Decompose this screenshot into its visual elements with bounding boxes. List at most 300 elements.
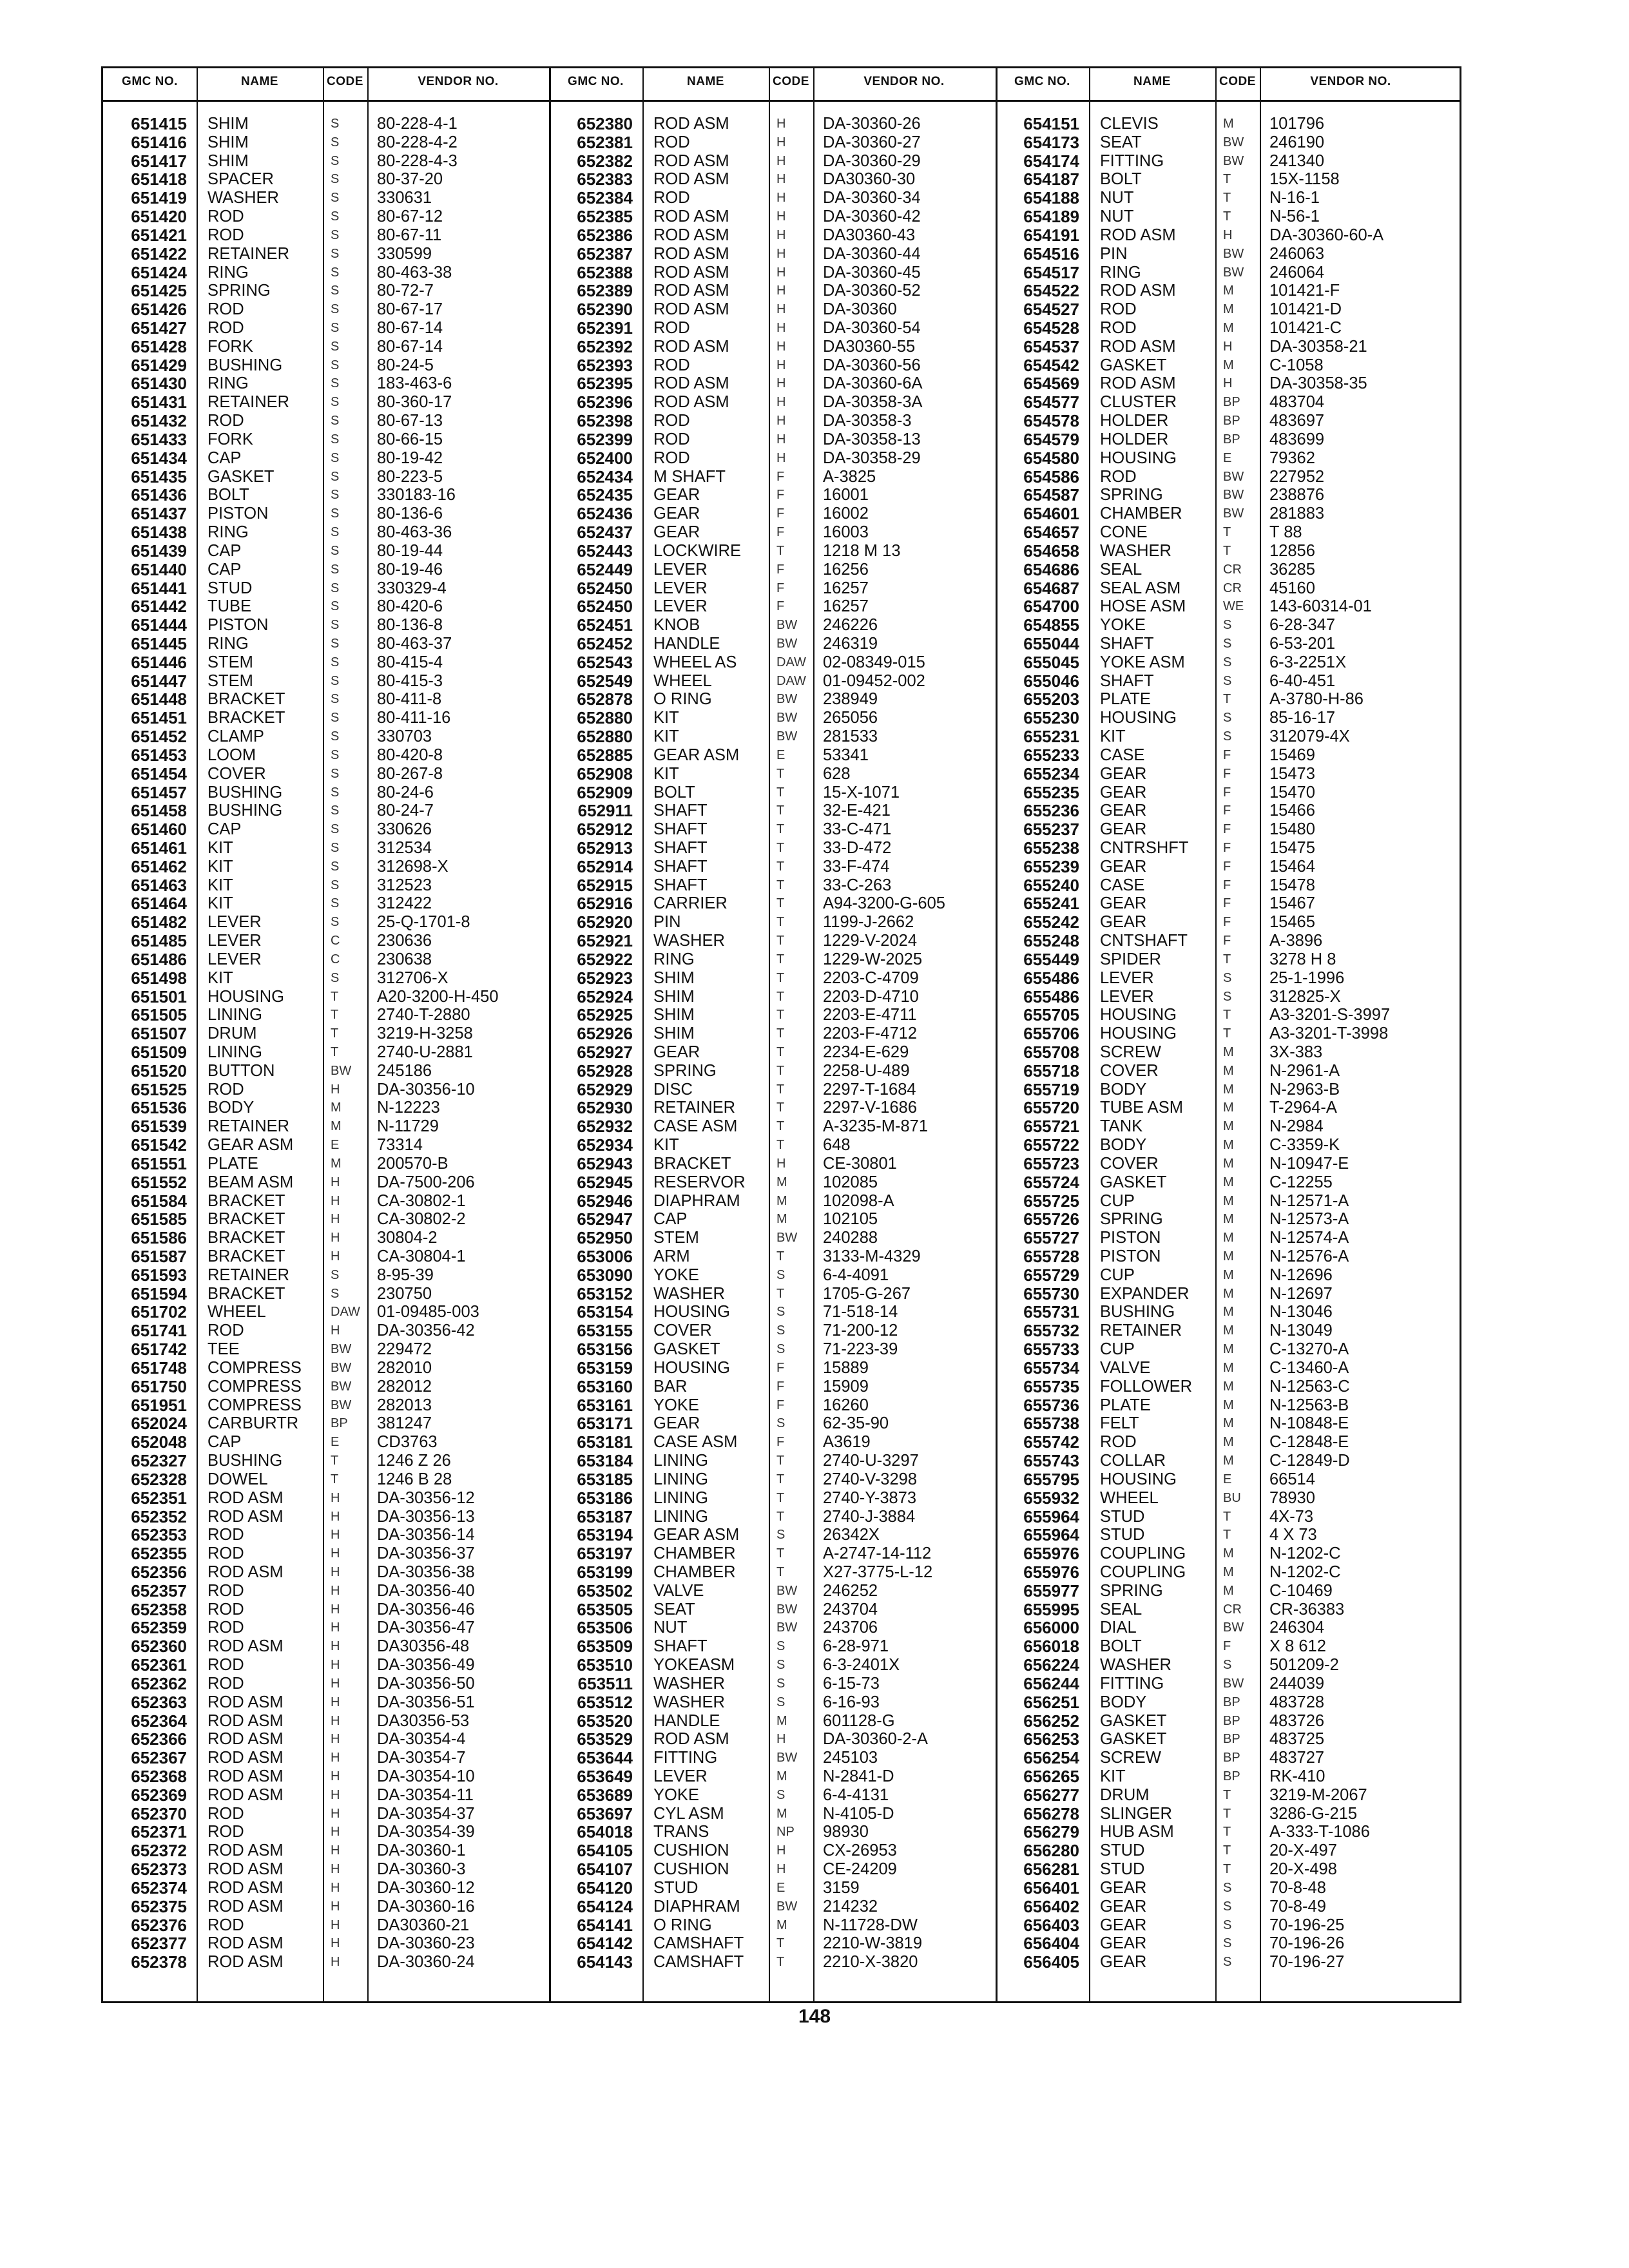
part-code: H — [331, 1825, 340, 1840]
part-code: H — [776, 227, 786, 242]
vendor-no: CA-30802-2 — [377, 1210, 466, 1229]
vendor-no: 648 — [823, 1136, 851, 1155]
vendor-no: 80-420-6 — [377, 597, 443, 616]
part-code: E — [776, 747, 786, 762]
gmc-no: 652377 — [131, 1934, 187, 1954]
table-row — [103, 1452, 549, 1470]
gmc-no: 656403 — [1023, 1916, 1079, 1935]
table-row — [996, 746, 1441, 765]
table-row — [103, 1619, 549, 1637]
part-code: S — [776, 1787, 786, 1802]
part-code: T — [776, 840, 785, 855]
part-code: F — [776, 599, 785, 614]
vendor-no: N-2841-D — [823, 1767, 894, 1785]
part-code: H — [331, 1899, 340, 1914]
table-row — [103, 561, 549, 579]
part-code: T — [776, 989, 785, 1004]
part-code: F — [776, 506, 785, 521]
part-name: LEVER — [653, 579, 708, 597]
part-code: BW — [776, 1620, 798, 1635]
gmc-no: 654516 — [1023, 244, 1079, 264]
part-code: S — [331, 1267, 340, 1282]
table-row — [549, 282, 995, 300]
vendor-no: 483725 — [1269, 1730, 1325, 1749]
part-code: M — [776, 1212, 787, 1227]
vendor-no: DA-30358-29 — [823, 448, 921, 467]
part-code: T — [776, 1100, 785, 1115]
table-row — [996, 245, 1441, 264]
gmc-no: 652450 — [577, 597, 633, 617]
part-name: PISTON — [1100, 1247, 1161, 1266]
table-row — [103, 579, 549, 598]
part-name: CUSHION — [653, 1841, 729, 1860]
part-code: CR — [1223, 1602, 1242, 1617]
part-code: S — [331, 339, 340, 354]
part-name: ROD ASM — [207, 1693, 284, 1711]
gmc-no: 651463 — [131, 876, 187, 895]
gmc-no: 656253 — [1023, 1730, 1079, 1749]
header-code: CODE — [773, 75, 809, 88]
vendor-no: 1218 M 13 — [823, 541, 901, 560]
vendor-no: DA-30358-13 — [823, 430, 921, 448]
table-row — [103, 523, 549, 542]
vendor-no: 98930 — [823, 1823, 869, 1841]
part-name: BRACKET — [207, 1284, 285, 1303]
part-name: ROD ASM — [207, 1767, 284, 1785]
table-row — [103, 1229, 549, 1247]
part-name: BOLT — [653, 783, 695, 802]
vendor-no: DA30360-43 — [823, 226, 916, 244]
gmc-no: 652885 — [577, 745, 633, 765]
part-code: H — [776, 432, 786, 447]
gmc-no: 651587 — [131, 1247, 187, 1267]
part-code: BP — [1223, 1732, 1240, 1747]
gmc-no: 655705 — [1023, 1006, 1079, 1025]
gmc-no: 652352 — [131, 1507, 187, 1526]
part-code: T — [1223, 952, 1231, 966]
table-row — [996, 1136, 1441, 1155]
gmc-no: 652391 — [577, 319, 633, 338]
gmc-no: 652384 — [577, 189, 633, 208]
table-row — [996, 1749, 1441, 1767]
vendor-no: 12856 — [1269, 541, 1315, 560]
gmc-no: 652363 — [131, 1693, 187, 1712]
part-code: F — [776, 562, 785, 577]
part-code: T — [776, 1249, 785, 1264]
part-code: BW — [776, 692, 798, 707]
gmc-no: 651445 — [131, 634, 187, 653]
gmc-no: 652375 — [131, 1897, 187, 1916]
part-code: S — [1223, 989, 1232, 1004]
table-row — [549, 170, 995, 189]
part-name: CHAMBER — [1100, 505, 1182, 523]
vendor-no: A3-3201-S-3997 — [1269, 1006, 1391, 1024]
part-code: S — [331, 766, 340, 781]
vendor-no: 1229-W-2025 — [823, 950, 923, 968]
table-row — [996, 1823, 1441, 1841]
vendor-no: DA-30354-37 — [377, 1804, 475, 1823]
part-name: ROD — [207, 1674, 244, 1693]
gmc-no: 653520 — [577, 1711, 633, 1731]
part-name: WHEEL — [207, 1303, 266, 1321]
vendor-no: 6-3-2251X — [1269, 653, 1347, 671]
gmc-no: 651509 — [131, 1043, 187, 1062]
vendor-no: N-56-1 — [1269, 207, 1320, 226]
part-code: BW — [1223, 1620, 1244, 1635]
vendor-no: N-12696 — [1269, 1265, 1333, 1284]
vendor-no: 6-15-73 — [823, 1674, 880, 1693]
table-row — [996, 1879, 1441, 1898]
vendor-no: DA-30356-13 — [377, 1507, 475, 1526]
part-name: CASE — [1100, 876, 1145, 894]
part-name: COVER — [1100, 1154, 1159, 1173]
gmc-no: 652911 — [577, 802, 633, 821]
vendor-no: 80-67-12 — [377, 207, 443, 226]
part-name: CAP — [207, 820, 242, 839]
gmc-no: 655706 — [1023, 1024, 1079, 1044]
part-code: M — [1223, 1267, 1234, 1282]
part-name: GEAR — [653, 505, 700, 523]
gmc-no: 654174 — [1023, 151, 1079, 171]
part-name: KIT — [207, 876, 233, 894]
part-code: H — [331, 1769, 340, 1783]
part-name: YOKE — [1100, 616, 1146, 635]
gmc-no: 653181 — [577, 1433, 633, 1452]
gmc-no: 652366 — [131, 1730, 187, 1749]
gmc-no: 652543 — [577, 653, 633, 672]
table-row — [103, 1786, 549, 1805]
part-code: H — [331, 1843, 340, 1858]
vendor-no: DA-30356-42 — [377, 1321, 475, 1340]
gmc-no: 653644 — [577, 1749, 633, 1768]
gmc-no: 651419 — [131, 189, 187, 208]
table-row — [103, 988, 549, 1006]
part-name: ROD — [653, 356, 690, 374]
table-row — [996, 356, 1441, 375]
gmc-no: 654151 — [1023, 115, 1079, 133]
gmc-no: 654577 — [1023, 393, 1079, 412]
gmc-no: 656252 — [1023, 1711, 1079, 1731]
part-code: F — [1223, 840, 1231, 855]
vendor-no: N-2963-B — [1269, 1080, 1340, 1099]
part-name: YOKE — [653, 1785, 699, 1804]
part-name: FITTING — [653, 1749, 718, 1767]
gmc-no: 651418 — [131, 170, 187, 189]
part-name: SCREW — [1100, 1749, 1161, 1767]
gmc-no: 655236 — [1023, 802, 1079, 821]
part-name: BODY — [1100, 1136, 1147, 1155]
part-name: ROD — [207, 1656, 244, 1675]
part-name: LINING — [653, 1452, 709, 1470]
part-name: PLATE — [1100, 690, 1151, 709]
gmc-no: 652351 — [131, 1488, 187, 1508]
table-row — [996, 1414, 1441, 1433]
gmc-no: 655237 — [1023, 820, 1079, 840]
gmc-no: 655725 — [1023, 1191, 1079, 1211]
table-row — [996, 1786, 1441, 1805]
part-code: S — [331, 153, 340, 168]
vendor-no: 282010 — [377, 1358, 432, 1377]
table-row — [996, 264, 1441, 282]
vendor-no: C-10469 — [1269, 1581, 1333, 1600]
part-name: PIN — [653, 913, 681, 932]
part-name: COVER — [207, 764, 266, 783]
gmc-no: 651436 — [131, 486, 187, 505]
vendor-no: 2740-T-2880 — [377, 1006, 470, 1024]
table-row — [549, 950, 995, 969]
part-code: T — [331, 1008, 339, 1023]
gmc-no: 651507 — [131, 1024, 187, 1044]
table-row — [996, 858, 1441, 876]
part-code: T — [1223, 1862, 1231, 1877]
vendor-no: 238876 — [1269, 486, 1325, 505]
part-code: BW — [776, 1602, 798, 1617]
vendor-no: 230638 — [377, 950, 432, 968]
gmc-no: 655241 — [1023, 894, 1079, 914]
table-row — [549, 635, 995, 653]
table-row — [996, 1266, 1441, 1285]
part-name: GEAR — [1100, 894, 1147, 913]
table-row — [549, 1285, 995, 1303]
gmc-no: 654141 — [577, 1916, 633, 1935]
part-name: CNTSHAFT — [1100, 932, 1188, 950]
part-name: RING — [653, 950, 695, 968]
gmc-no: 655977 — [1023, 1581, 1079, 1600]
part-code: T — [331, 1045, 339, 1059]
part-code: H — [331, 1787, 340, 1802]
gmc-no: 654687 — [1023, 579, 1079, 598]
part-code: H — [776, 246, 786, 261]
part-name: GEAR — [653, 1043, 700, 1061]
gmc-no: 652909 — [577, 783, 633, 802]
vendor-no: 2740-U-2881 — [377, 1043, 473, 1061]
part-name: STUD — [653, 1878, 699, 1897]
gmc-no: 651702 — [131, 1303, 187, 1322]
part-name: GEAR — [1100, 913, 1147, 932]
part-code: T — [776, 1472, 785, 1486]
vendor-no: 70-196-27 — [1269, 1953, 1345, 1972]
table-row — [103, 1508, 549, 1526]
part-name: HOLDER — [1100, 430, 1169, 448]
part-code: S — [776, 1323, 786, 1338]
table-row — [549, 1155, 995, 1173]
part-name: GASKET — [1100, 1730, 1167, 1749]
part-code: T — [331, 1454, 339, 1468]
part-name: RESERVOR — [653, 1173, 746, 1191]
table-row — [549, 319, 995, 338]
part-name: LEVER — [1100, 968, 1154, 987]
part-name: DISC — [653, 1080, 693, 1099]
vendor-no: 628 — [823, 764, 851, 783]
part-code: T — [1223, 1528, 1231, 1542]
vendor-no: DA-30356-10 — [377, 1080, 475, 1099]
gmc-no: 652912 — [577, 820, 633, 840]
vendor-no: 80-228-4-3 — [377, 151, 458, 170]
gmc-no: 651424 — [131, 263, 187, 282]
part-code: T — [776, 915, 785, 930]
part-code: S — [1223, 970, 1232, 985]
part-name: SEAL — [1100, 1600, 1142, 1619]
table-row — [996, 1489, 1441, 1508]
table-row — [549, 1452, 995, 1470]
part-code: S — [331, 803, 340, 818]
part-name: SLINGER — [1100, 1804, 1172, 1823]
gmc-no: 652380 — [577, 115, 633, 133]
gmc-no: 652393 — [577, 356, 633, 375]
part-code: H — [776, 209, 786, 224]
table-row — [549, 1192, 995, 1211]
vendor-no: 30804-2 — [377, 1229, 438, 1247]
part-name: ROD — [1100, 300, 1137, 319]
gmc-no: 654120 — [577, 1878, 633, 1898]
part-name: DOWEL — [207, 1470, 268, 1488]
part-name: LEVER — [653, 1767, 708, 1785]
table-row — [549, 1786, 995, 1805]
part-name: CUSHION — [653, 1860, 729, 1879]
table-row — [103, 170, 549, 189]
table-row — [549, 1730, 995, 1749]
gmc-no: 654527 — [1023, 300, 1079, 320]
vendor-no: 330329-4 — [377, 579, 447, 597]
gmc-no: 651422 — [131, 244, 187, 264]
vendor-no: 71-223-39 — [823, 1340, 898, 1359]
vendor-no: 80-37-20 — [377, 170, 443, 189]
vendor-no: 80-228-4-2 — [377, 133, 458, 151]
gmc-no: 655730 — [1023, 1284, 1079, 1303]
table-row — [103, 876, 549, 895]
part-name: GASKET — [207, 467, 275, 486]
table-row — [549, 913, 995, 932]
part-name: LINING — [207, 1006, 263, 1024]
part-code: H — [331, 1955, 340, 1970]
table-row — [103, 393, 549, 412]
table-row — [549, 1414, 995, 1433]
gmc-no: 652880 — [577, 709, 633, 728]
part-code: DAW — [776, 655, 806, 669]
part-code: M — [1223, 1342, 1234, 1357]
part-code: F — [1223, 878, 1231, 892]
part-code: M — [776, 1175, 787, 1189]
gmc-no: 655738 — [1023, 1414, 1079, 1434]
gmc-no: 654191 — [1023, 226, 1079, 245]
gmc-no: 656265 — [1023, 1767, 1079, 1786]
vendor-no: N-16-1 — [1269, 189, 1320, 207]
table-row — [549, 1879, 995, 1898]
part-code: BW — [331, 1398, 352, 1412]
table-row — [103, 1266, 549, 1285]
part-code: T — [776, 970, 785, 985]
part-name: CASE ASM — [653, 1117, 738, 1136]
table-row — [103, 1155, 549, 1173]
table-row — [103, 802, 549, 820]
table-row — [549, 1173, 995, 1192]
table-row — [549, 1898, 995, 1916]
table-row — [103, 115, 549, 133]
gmc-no: 652934 — [577, 1136, 633, 1155]
vendor-no: 214232 — [823, 1897, 878, 1916]
gmc-no: 652913 — [577, 838, 633, 858]
gmc-no: 654579 — [1023, 430, 1079, 449]
table-row — [103, 1805, 549, 1823]
vendor-no: 80-72-7 — [377, 282, 434, 300]
gmc-no: 652387 — [577, 244, 633, 264]
gmc-no: 652452 — [577, 634, 633, 653]
table-row — [549, 1024, 995, 1043]
part-code: M — [1223, 1398, 1234, 1412]
table-row — [103, 1062, 549, 1081]
header-code: CODE — [1219, 75, 1256, 88]
table-row — [549, 1043, 995, 1062]
vendor-no: DA-30360-2-A — [823, 1730, 928, 1749]
gmc-no: 651461 — [131, 838, 187, 858]
part-name: ROD — [207, 207, 244, 226]
gmc-no: 652369 — [131, 1785, 187, 1805]
part-code: S — [331, 506, 340, 521]
table-row — [103, 226, 549, 245]
table-row — [996, 1210, 1441, 1229]
part-code: BU — [1223, 1490, 1241, 1505]
gmc-no: 652436 — [577, 505, 633, 524]
table-row — [549, 597, 995, 616]
vendor-no: 230750 — [377, 1284, 432, 1303]
part-name: COLLAR — [1100, 1452, 1166, 1470]
vendor-no: 53341 — [823, 745, 869, 764]
part-code: T — [1223, 543, 1231, 558]
gmc-no: 653184 — [577, 1452, 633, 1471]
table-row — [549, 1247, 995, 1266]
table-row — [549, 338, 995, 356]
table-row — [549, 1229, 995, 1247]
gmc-no: 654587 — [1023, 486, 1079, 505]
vendor-no: DA-30360-45 — [823, 263, 921, 282]
part-name: ROD — [207, 1544, 244, 1563]
vendor-no: T 88 — [1269, 523, 1302, 542]
table-row — [549, 1544, 995, 1563]
vendor-no: 15473 — [1269, 764, 1315, 783]
part-code: S — [331, 265, 340, 280]
gmc-no: 652362 — [131, 1674, 187, 1693]
part-name: ROD ASM — [653, 300, 729, 319]
part-code: M — [1223, 1156, 1234, 1171]
gmc-no: 655735 — [1023, 1377, 1079, 1396]
gmc-no: 651525 — [131, 1080, 187, 1099]
gmc-no: 656402 — [1023, 1897, 1079, 1916]
part-code: F — [776, 1360, 785, 1375]
part-name: WHEEL — [653, 671, 712, 690]
table-row — [996, 115, 1441, 133]
gmc-no: 652392 — [577, 337, 633, 356]
gmc-no: 652360 — [131, 1637, 187, 1657]
vendor-no: 25-Q-1701-8 — [377, 913, 470, 932]
table-row — [549, 1117, 995, 1136]
vendor-no: 15465 — [1269, 913, 1315, 932]
gmc-no: 652932 — [577, 1117, 633, 1137]
part-code: F — [1223, 785, 1231, 800]
table-row — [103, 783, 549, 802]
page-number: 148 — [798, 2006, 831, 2027]
part-code: H — [331, 1602, 340, 1617]
table-row — [103, 1600, 549, 1619]
table-row — [103, 300, 549, 319]
part-code: T — [1223, 525, 1231, 540]
table-row — [549, 1470, 995, 1489]
part-name: FITTING — [1100, 1674, 1164, 1693]
part-name: SHIM — [653, 1006, 695, 1024]
table-row — [549, 1916, 995, 1935]
vendor-no: C-3359-K — [1269, 1136, 1340, 1155]
gmc-no: 652024 — [131, 1414, 187, 1434]
table-row — [996, 1544, 1441, 1563]
